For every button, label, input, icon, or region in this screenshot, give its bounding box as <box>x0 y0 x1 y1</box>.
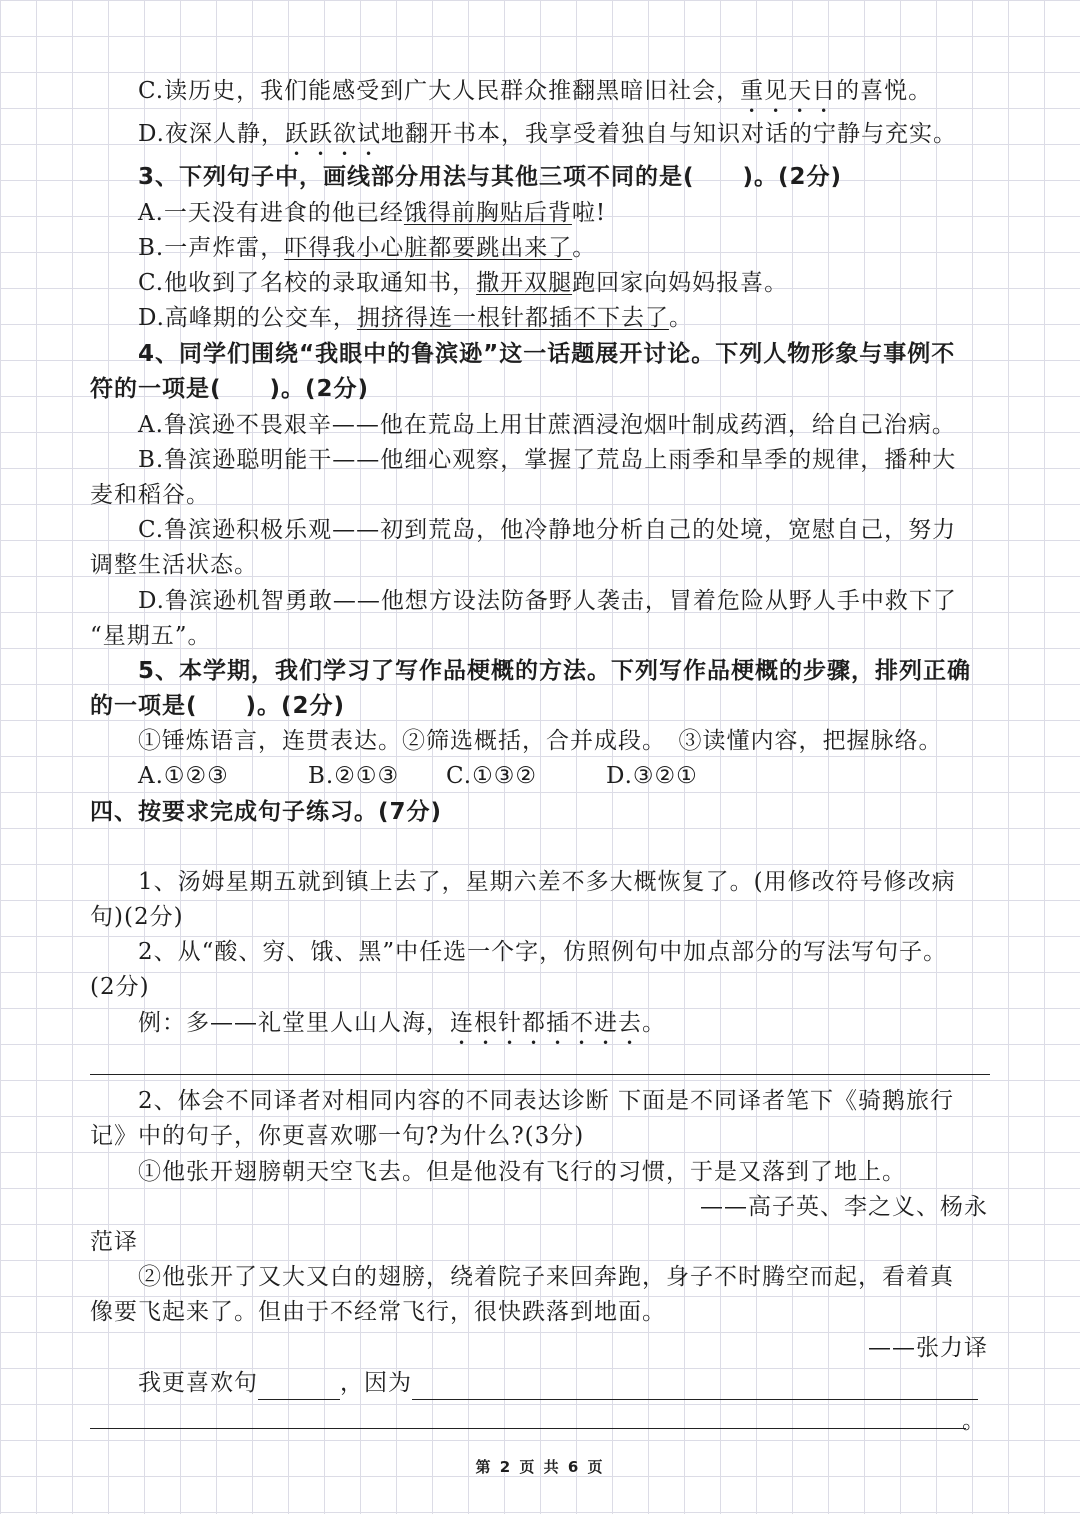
answer-sentence: 我更喜欢句 ，因为 <box>138 1366 978 1400</box>
q4-option-b-cont: 麦和稻谷。 <box>90 482 210 508</box>
s4-item2: 2、从“酸、穷、饿、黑”中任选一个字，仿照例句中加点部分的写法写句子。 <box>138 939 948 965</box>
q4-stem: 4、同学们围绕“我眼中的鲁滨逊”这一话题展开讨论。下列人物形象与事例不 <box>138 341 956 367</box>
translation-2-credit: ——张力译 <box>868 1335 988 1361</box>
s4-item2-cont: (2分) <box>90 974 150 1000</box>
q4-option-d-cont: “星期五”。 <box>90 623 212 649</box>
q5-steps: ①锤炼语言，连贯表达。②筛选概括，合并成段。 ③读懂内容，把握脉络。 <box>138 728 943 754</box>
q4-option-a: A.鲁滨逊不畏艰辛——他在荒岛上用甘蔗酒浸泡烟叶制成药酒，给自己治病。 <box>138 412 956 438</box>
q2-option-c: C.读历史，我们能感受到广大人民群众推翻黑暗旧社会，重见天日的喜悦。 <box>138 78 933 104</box>
dotted-phrase: 跃跃欲试 <box>284 121 381 147</box>
underlined-phrase: 拥挤得连一根针都插不下去了 <box>356 305 669 331</box>
q5-stem-cont: 的一项是( )。(2分) <box>90 693 346 719</box>
q5-option-d: D.③②① <box>606 763 698 789</box>
s4-item3-cont: 记》中的句子，你更喜欢哪一句?为什么?(3分) <box>90 1123 585 1149</box>
q4-stem-cont: 符的一项是( )。(2分) <box>90 376 370 402</box>
underlined-phrase: 吓得我小心脏都要跳出来了 <box>284 235 573 261</box>
translation-2: ②他张开了又大又白的翅膀，绕着院子来回奔跑，身子不时腾空而起，看着真 <box>138 1264 954 1290</box>
translation-1-credit: ——高子英、李之义、杨永 <box>700 1194 988 1220</box>
underlined-phrase: 饿得前胸贴后背 <box>403 200 572 226</box>
q2-option-d: D.夜深人静，跃跃欲试地翻开书本，我享受着独自与知识对话的宁静与充实。 <box>138 121 957 147</box>
q3-option-a: A.一天没有进食的他已经饿得前胸贴后背啦! <box>138 200 607 226</box>
s4-item1-cont: 句)(2分) <box>90 904 184 930</box>
q3-option-b: B.一声炸雷，吓得我小心脏都要跳出来了。 <box>138 235 597 261</box>
q4-option-c-cont: 调整生活状态。 <box>90 552 258 578</box>
s4-item1: 1、汤姆星期五就到镇上去了，星期六差不多大概恢复了。(用修改符号修改病 <box>138 869 956 895</box>
s4-item3: 2、体会不同译者对相同内容的不同表达诊断 下面是不同译者笔下《骑鹅旅行 <box>138 1088 954 1114</box>
answer-line-1[interactable] <box>90 1074 990 1075</box>
q5-option-c: C.①③② <box>446 763 537 789</box>
q4-option-c: C.鲁滨逊积极乐观——初到荒岛，他冷静地分析自己的处境，宽慰自己，努力 <box>138 517 957 543</box>
q3-option-c: C.他收到了名校的录取通知书，撒开双腿跑回家向妈妈报喜。 <box>138 270 789 296</box>
q5-option-a: A.①②③ <box>138 763 229 789</box>
translation-1-credit-cont: 范译 <box>90 1229 138 1255</box>
dotted-phrase: 重见天日 <box>740 78 837 104</box>
dotted-phrase: 连根针都插不进去 <box>450 1010 642 1036</box>
q5-stem: 5、本学期，我们学习了写作品梗概的方法。下列写作品梗概的步骤，排列正确 <box>138 658 972 684</box>
q4-option-b: B.鲁滨逊聪明能干——他细心观察，掌握了荒岛上雨季和旱季的规律，播种大 <box>138 447 957 473</box>
q3-option-d: D.高峰期的公交车，拥挤得连一根针都插不下去了。 <box>138 305 693 331</box>
q5-option-b: B.②①③ <box>308 763 400 789</box>
answer-end-period: 。 <box>962 1408 986 1434</box>
translation-1: ①他张开翅膀朝天空飞去。但是他没有飞行的习惯，于是又落到了地上。 <box>138 1159 906 1185</box>
q4-option-d: D.鲁滨逊机智勇敢——他想方设法防备野人袭击，冒着危险从野人手中救下了 <box>138 588 957 614</box>
section4-title: 四、按要求完成句子练习。(7分) <box>90 799 443 825</box>
page-footer: 第 2 页 共 6 页 <box>475 1458 605 1476</box>
answer-line-2[interactable] <box>90 1428 966 1429</box>
reason-blank[interactable] <box>412 1371 978 1400</box>
translation-2-cont: 像要飞起来了。但由于不经常飞行，很快跌落到地面。 <box>90 1299 666 1325</box>
underlined-phrase: 撒开双腿 <box>476 270 573 296</box>
s4-example: 例：多——礼堂里人山人海，连根针都插不进去。 <box>138 1010 666 1036</box>
q3-stem: 3、下列句子中，画线部分用法与其他三项不同的是( )。(2分) <box>138 164 843 190</box>
sentence-choice-blank[interactable] <box>258 1371 340 1400</box>
